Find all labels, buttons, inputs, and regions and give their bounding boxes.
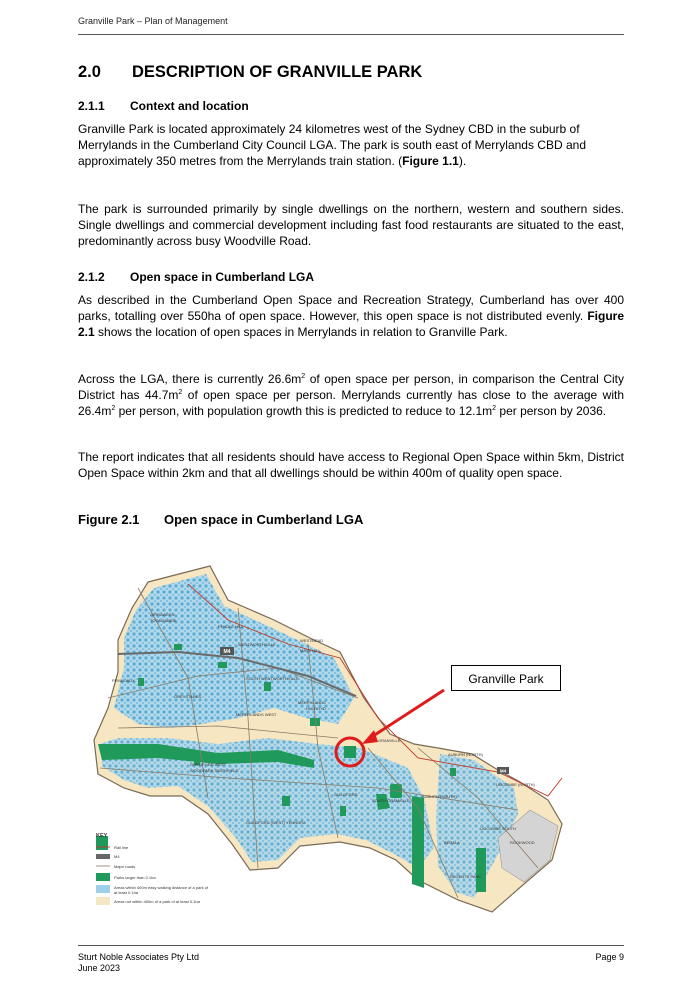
suburb-label: LIDCOMBE SOUTH bbox=[480, 826, 517, 831]
subsection-title: Context and location bbox=[130, 99, 249, 113]
footer-org: Sturt Noble Associates Pty Ltd bbox=[78, 952, 200, 962]
header-rule bbox=[78, 34, 624, 35]
key-rail-label: Rail line bbox=[114, 845, 129, 850]
suburb-label: TOONGABBIE bbox=[150, 618, 177, 623]
subsection-title: Open space in Cumberland LGA bbox=[130, 270, 315, 284]
suburb-label: MERRYLANDS bbox=[298, 700, 326, 705]
suburb-label: AUBURN (SOUTH) bbox=[422, 794, 457, 799]
subsection-number: 2.1.2 bbox=[78, 270, 105, 284]
paragraph-parks-count bbox=[78, 292, 624, 340]
paragraph-text-end: shows the location of open spaces in Merrylands in relation to Granville Park. bbox=[94, 325, 508, 339]
text-part: Across the LGA, there is currently 26.6m bbox=[78, 372, 302, 386]
running-header: Granville Park – Plan of Management bbox=[78, 16, 228, 26]
paragraph-per-person bbox=[78, 371, 624, 419]
suburb-label: PENDLE HILL bbox=[218, 624, 244, 629]
key-not-swatch bbox=[96, 897, 110, 905]
paragraph-text-end: ). bbox=[458, 154, 467, 168]
figure-reference: Figure 1.1 bbox=[402, 154, 459, 168]
suburb-label: WOODPARK SMITHFIELD bbox=[190, 768, 239, 773]
superscript: 2 bbox=[492, 405, 497, 412]
suburb-label: PEMULWUY bbox=[112, 678, 135, 683]
key-walk-label-2: at least 0.1ha bbox=[114, 890, 139, 895]
key-parks-label: Parks larger than 0.1ha bbox=[114, 875, 156, 880]
suburb-label: BERALA bbox=[444, 840, 460, 845]
paragraph-surroundings: The park is surrounded primarily by single dwellings on the northern, western and southern sides. Single dwellings and commercial development including fast food restaurants are situated to the east, predominantly across busy Woodville Road. bbox=[78, 202, 624, 248]
map-key bbox=[96, 833, 209, 905]
suburb-label: HOLROYD bbox=[306, 706, 326, 711]
suburb-label: GUILDFORD (WEST) YENNORA bbox=[246, 820, 306, 825]
text-part: of open space per person, in comparison the Central City District has 44.7m bbox=[78, 372, 624, 402]
callout-arrow bbox=[370, 690, 444, 738]
paragraph-location bbox=[78, 121, 624, 169]
granville-park-callout: Granville Park bbox=[451, 665, 561, 691]
suburb-label: WESTMEAD bbox=[300, 638, 324, 643]
m4-shield-label: M4 bbox=[223, 649, 231, 655]
subsection-number: 2.1.1 bbox=[78, 99, 105, 113]
suburb-label: MERRYLANDS WEST bbox=[236, 712, 277, 717]
suburb-label: GIRRAWEEN bbox=[150, 612, 175, 617]
superscript: 2 bbox=[111, 405, 116, 412]
key-title: KEY bbox=[96, 833, 108, 839]
figure-title: Open space in Cumberland LGA bbox=[164, 512, 364, 527]
m4-shield-east-label: M4 bbox=[499, 768, 507, 774]
footer-left bbox=[78, 952, 199, 974]
suburb-label: SOUTH GRANVILLE bbox=[372, 798, 410, 803]
figure-caption bbox=[78, 512, 363, 527]
section-number: 2.0 bbox=[78, 63, 101, 81]
suburb-label: GREYSTANES bbox=[174, 694, 202, 699]
subsection-heading-context bbox=[78, 99, 249, 113]
key-walk-label: Areas within 400m easy walking distance of a park of bbox=[114, 885, 209, 890]
suburb-label: GUILDFORD bbox=[334, 792, 358, 797]
footer-date: June 2023 bbox=[78, 963, 121, 973]
key-m4-swatch bbox=[96, 854, 110, 859]
key-parks-swatch bbox=[96, 873, 110, 881]
section-heading bbox=[78, 63, 422, 82]
subsection-heading-open-space bbox=[78, 270, 314, 284]
key-roads-label: Major roads bbox=[114, 864, 136, 869]
section-title: DESCRIPTION OF GRANVILLE PARK bbox=[132, 63, 423, 81]
suburb-label: MAYS HILL bbox=[300, 648, 321, 653]
suburb-label: SOUTH WENTWORTHVILLE bbox=[246, 676, 299, 681]
text-part: per person by 2036. bbox=[496, 404, 607, 418]
superscript: 2 bbox=[178, 389, 183, 396]
suburb-label: LIDCOMBE (NORTH) bbox=[496, 782, 535, 787]
paragraph-text: As described in the Cumberland Open Space and Recreation Strategy, Cumberland has over 400 parks, totalling over 550ha of open space. However, this open space is not distributed evenly. bbox=[78, 293, 624, 323]
figure-reference: Figure 2.1 bbox=[78, 309, 624, 339]
paragraph-text: Granville Park is located approximately 24 kilometres west of the Sydney CBD in the suburb of Merrylands in the Cumberland City Council LGA. The park is south east of Merrylands CBD and approximately 350 metres from the Merrylands train station. ( bbox=[78, 122, 587, 168]
paragraph-access-targets: The report indicates that all residents should have access to Regional Open Space within 5km, District Open Space within 2km and that all dwellings should be within 400m of quality open space. bbox=[78, 450, 624, 480]
superscript: 2 bbox=[301, 373, 306, 380]
suburb-label: ROOKWOOD bbox=[510, 840, 535, 845]
footer-rule bbox=[78, 945, 624, 946]
key-m4-label: M4 bbox=[114, 854, 120, 859]
suburb-label: AUBURN (NORTH) bbox=[448, 752, 483, 757]
open-space-map bbox=[78, 548, 624, 926]
key-not-label: Areas not within 400m of a park of at least 0.1ha bbox=[114, 899, 200, 904]
suburb-label: WENTWORTHVILLE bbox=[238, 642, 276, 647]
suburb-label: REGENTS PARK bbox=[450, 874, 482, 879]
granville-park bbox=[344, 746, 356, 758]
page-number: Page 9 bbox=[595, 952, 624, 962]
figure-number: Figure 2.1 bbox=[78, 512, 140, 527]
suburb-label: GUILDFORD WEST bbox=[190, 762, 227, 767]
text-part: of open space per person. Merrylands currently has close to the average with 26.4m bbox=[78, 388, 625, 418]
text-part: per person, with population growth this is predicted to reduce to 12.1m bbox=[115, 404, 493, 418]
key-walk-swatch bbox=[96, 885, 110, 893]
suburb-label: GRANVILLE bbox=[378, 738, 401, 743]
